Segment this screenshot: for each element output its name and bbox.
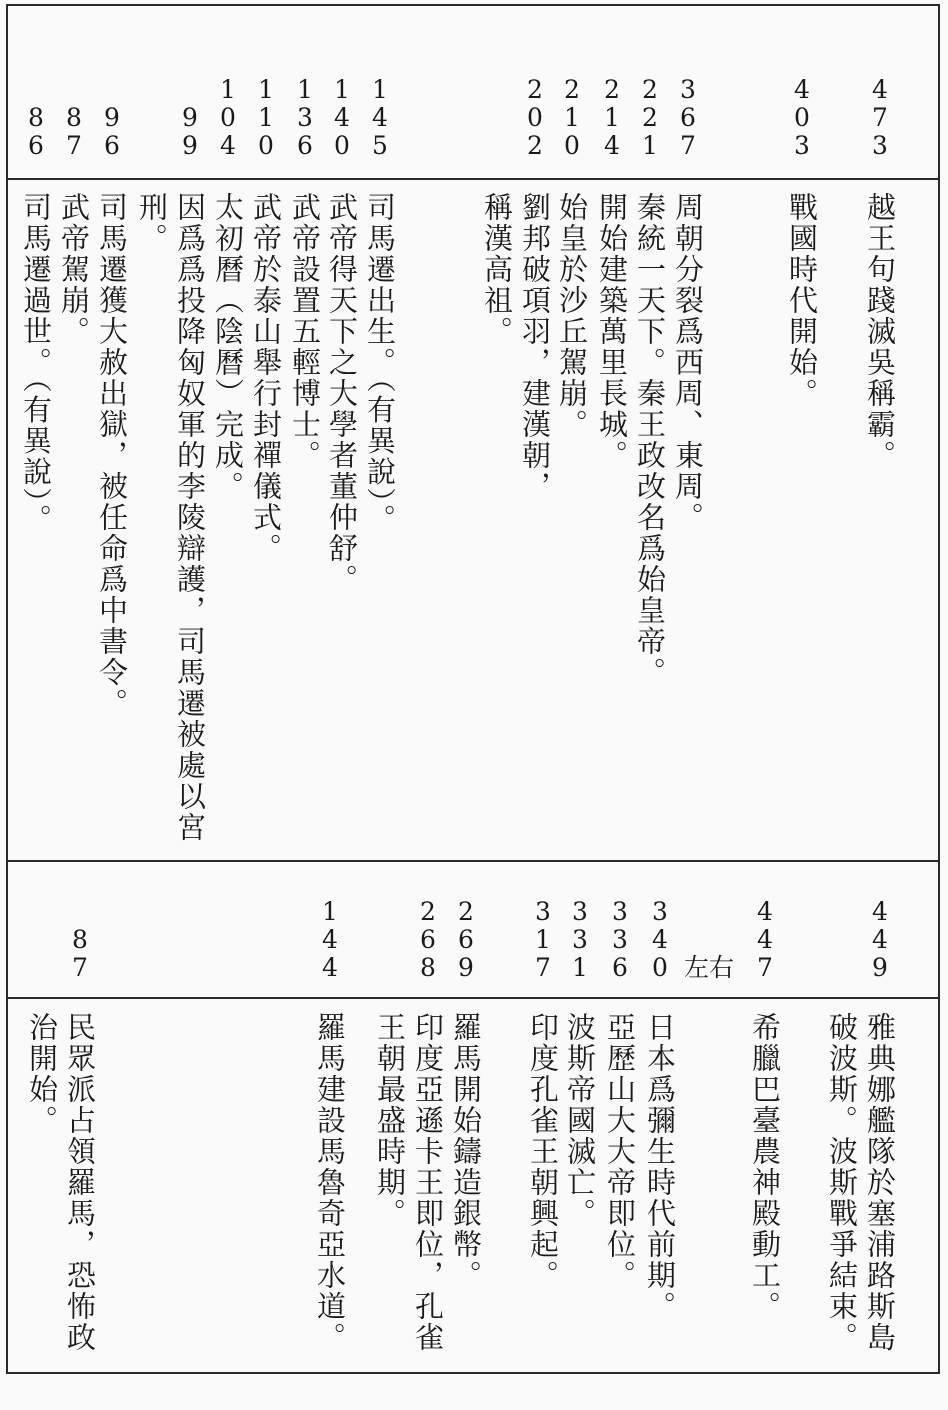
top-year [213,76,243,160]
year-digit: 2 [604,75,620,104]
bottom-year [451,898,481,982]
year-digit: 1 [642,131,658,160]
year-digit: 8 [72,925,88,954]
bottom-year [565,898,595,982]
year-digit: 6 [680,103,696,132]
year-digit: 3 [535,897,551,926]
top-entry-line: 越王句踐滅吳稱霸。 [863,192,897,471]
year-digit: 6 [297,131,313,160]
year-digit: 2 [564,75,580,104]
bottom-year [315,898,345,982]
year-digit: 0 [794,103,810,132]
year-digit: 3 [652,897,668,926]
year-digit: 4 [757,925,773,954]
top-entry-line: 司馬遷過世。（有異說）。 [19,192,53,535]
year-digit: 3 [572,925,588,954]
bottom-year [605,898,635,982]
year-digit: 3 [872,131,888,160]
year-digit: 7 [72,953,88,982]
top-year [290,76,320,160]
year-digit: 2 [420,897,436,926]
bottom-entry-line: 印度孔雀王朝興起。 [526,1012,560,1291]
section-divider [6,860,940,862]
top-entry-line: 武帝駕崩。 [57,192,91,347]
year-digit: 1 [572,953,588,982]
year-digit: 6 [420,925,436,954]
year-digit: 4 [872,925,888,954]
year-digit: 6 [104,131,120,160]
year-digit: 5 [372,131,388,160]
year-digit: 9 [104,103,120,132]
top-year [59,104,89,160]
bottom-year [65,926,95,982]
year-digit: 3 [680,75,696,104]
bottom-entry-line: 雅典娜艦隊於塞浦路斯島 [863,1012,897,1353]
top-entry-line: 周朝分裂爲西周、東周。 [671,192,705,533]
year-digit: 7 [680,131,696,160]
year-digit: 1 [535,925,551,954]
top-year [673,76,703,160]
year-digit: 1 [258,103,274,132]
top-year [865,76,895,160]
year-digit: 3 [572,897,588,926]
year-digit: 3 [794,131,810,160]
bottom-entry-line: 印度亞遜卡王即位，孔雀 [411,1012,445,1353]
year-digit: 7 [872,103,888,132]
top-year [597,76,627,160]
year-digit: 2 [642,103,658,132]
top-year [635,76,665,160]
year-digit: 9 [182,103,198,132]
year-digit: 4 [757,897,773,926]
year-digit: 1 [322,897,338,926]
bottom-entry-line: 民眾派占領羅馬，恐怖政 [63,1012,97,1353]
year-digit: 4 [372,103,388,132]
year-digit: 6 [28,131,44,160]
top-year [97,104,127,160]
year-digit: 4 [322,953,338,982]
year-digit: 7 [757,953,773,982]
year-digit: 4 [322,925,338,954]
year-digit: 6 [458,925,474,954]
year-digit: 1 [220,75,236,104]
year-digit: 3 [612,897,628,926]
year-digit: 3 [297,103,313,132]
top-entry-line: 武帝於泰山舉行封禪儀式。 [249,192,283,564]
top-year [557,76,587,160]
year-digit: 7 [66,131,82,160]
bottom-entry-line: 日本爲彌生時代前期。 [643,1012,677,1322]
year-digit: 0 [258,131,274,160]
top-entry-line: 武帝得天下之大學者董仲舒。 [325,192,359,595]
year-digit: 8 [28,103,44,132]
top-entry-line: 刑。 [135,192,169,254]
year-digit: 4 [334,103,350,132]
year-digit: 1 [604,103,620,132]
bottom-year [528,898,558,982]
year-digit: 7 [535,953,551,982]
bottom-year [413,898,443,982]
bottom-entry-line: 治開始。 [25,1012,59,1136]
year-digit: 2 [527,75,543,104]
top-entry-line: 因爲爲投降匈奴軍的李陵辯護，司馬遷被處以宮 [173,192,207,843]
top-entry-line: 司馬遷出生。（有異說）。 [363,192,397,535]
bottom-entry-line: 破波斯。波斯戰爭結束。 [825,1012,859,1353]
top-entry-line: 太初曆（陰曆）完成。 [211,192,245,502]
bottom-year [645,898,675,982]
year-digit: 4 [652,925,668,954]
bottom-entry-line: 波斯帝國滅亡。 [563,1012,597,1229]
year-digit: 8 [66,103,82,132]
year-digit: 9 [182,131,198,160]
top-year [21,104,51,160]
year-digit: 4 [872,897,888,926]
year-digit: 8 [420,953,436,982]
top-year [327,76,357,160]
bottom-entry-line: 羅馬開始鑄造銀幣。 [449,1012,483,1291]
top-year [520,76,550,160]
top-entry-line: 始皇於沙丘駕崩。 [555,192,589,440]
top-entry-line: 劉邦破項羽，建漢朝， [518,192,552,502]
year-digit: 1 [372,75,388,104]
year-digit: 4 [604,131,620,160]
year-digit: 2 [527,131,543,160]
top-entry-line: 稱漢高祖。 [480,192,514,347]
year-suffix: 左右 [683,953,734,982]
year-digit: 0 [334,131,350,160]
top-entry-line: 戰國時代開始。 [785,192,819,409]
top-entry-line: 秦統一天下。秦王政改名爲始皇帝。 [633,192,667,688]
year-digit: 9 [458,953,474,982]
year-digit: 9 [872,953,888,982]
year-digit: 0 [527,103,543,132]
top-entry-line: 武帝設置五輕博士。 [288,192,322,471]
bottom-entry-line: 王朝最盛時期。 [373,1012,407,1229]
year-digit: 0 [220,103,236,132]
year-digit: 1 [297,75,313,104]
top-year-divider [6,178,940,180]
bottom-entry-line: 亞歷山大大帝即位。 [603,1012,637,1291]
top-year [787,76,817,160]
bottom-entry-line: 羅馬建設馬魯奇亞水道。 [313,1012,347,1353]
bottom-year [865,898,895,982]
year-digit: 0 [564,131,580,160]
year-digit: 1 [334,75,350,104]
year-digit: 0 [652,953,668,982]
top-entry-line: 司馬遷獲大赦出獄，被任命爲中書令。 [95,192,129,719]
year-digit: 3 [612,925,628,954]
year-digit: 4 [794,75,810,104]
year-digit: 1 [564,103,580,132]
year-digit: 4 [872,75,888,104]
top-year [251,76,281,160]
year-digit: 1 [258,75,274,104]
top-entry-line: 開始建築萬里長城。 [595,192,629,471]
bottom-year [750,898,780,982]
year-digit: 2 [458,897,474,926]
year-digit: 2 [642,75,658,104]
bottom-year-divider [6,997,940,999]
year-digit: 4 [220,131,236,160]
top-year [175,104,205,160]
year-digit: 6 [612,953,628,982]
bottom-entry-line: 希臘巴臺農神殿動工。 [748,1012,782,1322]
top-year [365,76,395,160]
